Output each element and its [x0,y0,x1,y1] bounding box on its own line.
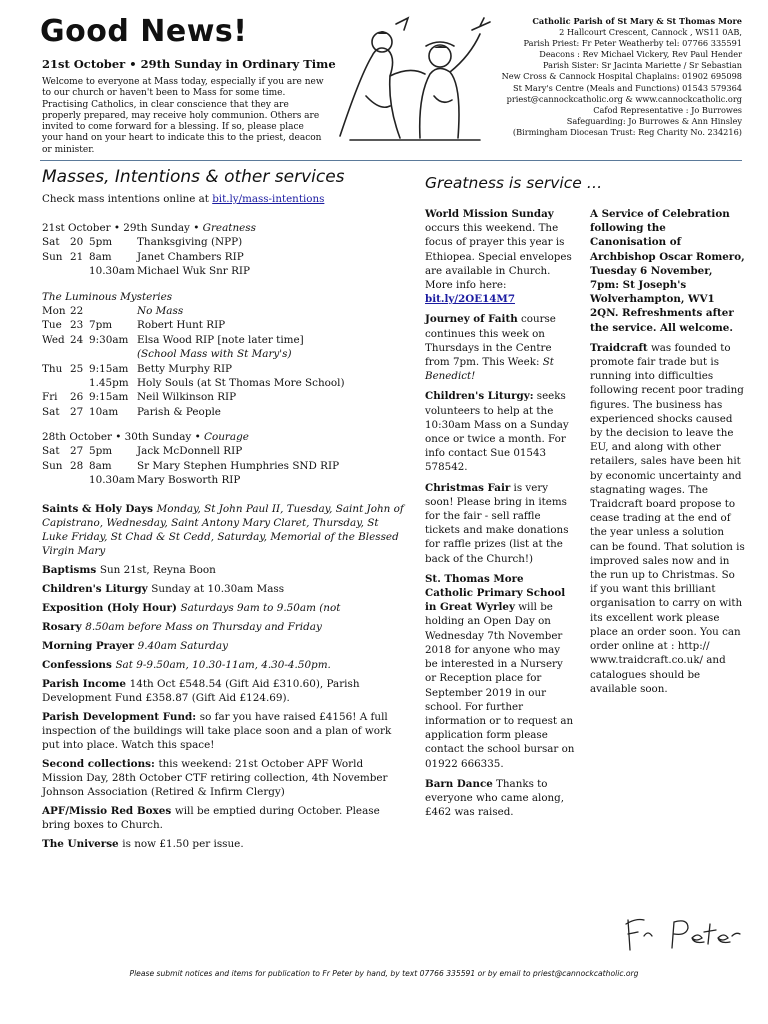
notice-text: Saturdays 9am to 9.50am (not [180,601,341,614]
mass-time: 9:30am [89,333,129,346]
notice-title: Children's Liturgy [42,582,152,595]
notice-item [42,757,404,799]
mass-date: 23 [70,319,84,332]
mass-schedule [42,221,404,856]
mass-day [42,347,70,361]
notice-item [42,677,404,705]
mass-row [42,333,404,347]
mass-intention: Robert Hunt RIP [137,319,226,332]
signature-image [622,910,742,954]
notice-text: so far you have raised £4156! A full inspection of the buildings will take place soon and a plan of work put into place. Watch this space! [42,710,392,751]
mass-date [70,264,89,278]
mass-row [42,390,404,404]
middle-column [425,207,575,825]
week1-list [42,235,404,278]
mass-intention: Betty Murphy RIP [137,362,233,375]
deacons: Deacons : Rev Michael Vickery, Rev Paul Hender [539,49,742,60]
notice-paragraph [425,572,575,771]
parish-contact-block [462,16,742,138]
notice-text: Sat 9-9.50am, 10.30-11am, 4.30-4.50pm. [115,658,331,671]
mass-row [42,304,404,318]
email-website[interactable]: priest@cannockcatholic.org & www.cannockcatholic.org [506,93,742,104]
mass-date: 27 [70,405,84,418]
mass-date: 27 [70,445,84,458]
mass-row [42,473,404,487]
centre-contact: St Mary's Centre (Meals and Functions) 01543 579364 [513,82,742,93]
paragraph-text: is very soon! Please bring in items for the fair - sell raffle tickets and make donations for raffle prizes (list at the back of the Church!) [425,481,569,565]
week2-date: 28th October • 30th Sunday • [42,431,205,444]
notice-item [42,620,404,634]
mass-time: 8am [89,459,112,472]
notice-text: 14th Oct £548.54 (Gift Aid £310.60), Parish Development Fund £358.87 (Gift Aid £124.69). [42,677,360,704]
mass-time: 10am [89,405,119,418]
mass-row [42,347,404,361]
notice-title: The Universe [42,837,123,850]
mass-row [42,444,404,458]
notice-text: Monday, St John Paul II, Tuesday, Saint John of Capistrano, Wednesday, Saint Antony Mary Claret, Thursday, St Luke Friday, St Chad & St Cedd, Saturday, Memorial of the Blessed Virgin Mary [42,502,404,557]
mass-date: 28 [70,459,84,472]
paragraph-emphasis: St Benedict! [425,356,554,383]
mass-day: Wed [42,333,65,346]
footer-notice: Please submit notices and items for publication to Fr Peter by hand, by text 07766 335591 or by email to priest@cannockcatholic.org [129,969,639,978]
mass-time: 8am [89,250,112,263]
mass-day [42,264,70,278]
paragraph-text: Thanks to everyone who came along, £462 was raised. [425,777,565,819]
notice-paragraph [590,341,745,696]
mass-intention: Jack McDonnell RIP [137,445,243,458]
notice-paragraph [425,777,575,820]
paragraph-text: course continues this week on Thursdays in the Centre from 7pm. This Week: [425,313,556,369]
notice-item [42,582,404,596]
mass-time: 7pm [89,319,113,332]
notice-text: Sun 21st, Reyna Boon [99,563,216,576]
notice-title: Rosary [42,620,86,633]
mass-date [70,376,89,390]
notices-list [42,502,404,851]
mass-day: Sat [42,405,60,418]
mass-time: 10.30am [89,265,135,278]
notice-title: Second collections: [42,757,159,770]
notice-paragraph [590,207,745,335]
parish-priest: Parish Priest: Fr Peter Weatherby tel: 07766 335591 [523,38,742,49]
mass-day: Sun [42,250,63,263]
paragraph-title: Journey of Faith [425,313,518,326]
mass-day: Sun [42,459,63,472]
safeguarding: Safeguarding: Jo Burrowes & Ann Hinsley [566,115,742,126]
notice-paragraph [425,312,575,383]
mass-day: Tue [42,319,62,332]
mass-intention: No Mass [137,304,184,317]
notice-item [42,639,404,653]
mass-day: Thu [42,362,63,375]
notice-item [42,658,404,672]
week1-theme: Greatness [202,222,256,234]
notice-title: Parish Income [42,677,130,690]
mass-date: 26 [70,391,84,404]
mass-intention: Mary Bosworth RIP [137,474,241,487]
notice-text: 9.40am Saturday [137,639,228,652]
mass-day [42,376,70,390]
masses-heading: Masses, Intentions & other services [42,167,345,187]
notice-paragraph [425,389,575,474]
paragraph-text: was founded to promote fair trade but is running into difficulties following recent poor trading figures. The business has experienced shocks caused by the decision to leave the EU, and along with other retailers, sales have been hit by economic uncertainty and stagnating wages. The Traidcraft board propose to cease trading at the end of the year unless a solution can be found. That solution is improved sales now and in the run up to Christmas. So if you want this brilliant organisation to carry on with its excellent work please place an order soon. You can order online at : http:// www.traidcraft.co.uk/ and catalogues should be available soon. [590,341,745,695]
notice-title: Exposition (Holy Hour) [42,601,181,614]
week1-heading [42,221,404,235]
notice-title: Parish Development Fund: [42,710,200,723]
notice-item [42,804,404,832]
week2-heading [42,430,404,444]
welcome-message: Welcome to everyone at Mass today, especially if you are new to our church or haven't been to Mass for some time. Practising Catholics, in clear conscience that they are properly prepared, may receive holy communion. Others are invited to come forward for a blessing. If so, please place your hand on your heart to indicate this to the priest, deacon or minister. [42,77,324,155]
mass-row [42,235,404,249]
header-divider [40,160,742,161]
newsletter-title: Good News! [40,14,248,49]
notice-text: is now £1.50 per issue. [122,837,244,850]
mass-row [42,318,404,332]
mass-date [70,347,89,361]
mass-day: Sat [42,236,60,249]
intentions-link[interactable]: bit.ly/mass-intentions [212,193,325,205]
notice-paragraph [425,481,575,566]
mass-day [42,473,70,487]
notice-item [42,837,404,851]
info-link[interactable]: bit.ly/2OE14M7 [425,293,515,306]
notice-text: Sunday at 10.30am Mass [151,582,285,595]
mass-intention: Parish & People [137,405,221,418]
mass-time [89,304,137,318]
mass-day: Mon [42,304,66,317]
mass-time: 10.30am [89,474,135,487]
mass-date: 20 [70,236,84,249]
notice-text: this weekend: 21st October APF World Mission Day, 28th October CTF retiring collection, 4th November Johnson Association (Retired & Infirm Clergy) [42,757,388,798]
week2-list [42,444,404,487]
mass-time: 5pm [89,445,113,458]
paragraph-title: World Mission Sunday [425,208,554,220]
paragraph-title: A Service of Celebration following the Canonisation of Archbishop Oscar Romero, Tuesday 6 November, 7pm: St Joseph's Wolverhampton, WV1 2QN. Refreshments after the service. All welcome. [590,208,745,334]
mass-intention: Holy Souls (at St Thomas More School) [137,376,345,389]
notice-title: Morning Prayer [42,639,138,652]
mass-row [42,405,404,419]
notice-title: Saints & Holy Days [42,502,157,515]
mass-date: 21 [70,250,84,263]
notice-item [42,601,404,615]
charity-number: (Birmingham Diocesan Trust: Reg Charity No. 234216) [512,126,742,137]
notice-title: APF/Missio Red Boxes [42,804,175,817]
mass-intention: (School Mass with St Mary's) [137,348,292,361]
notice-title: Baptisms [42,563,100,576]
parish-address: 2 Hallcourt Crescent, Cannock , WS11 0AB, [559,27,742,38]
paragraph-title: Barn Dance [425,777,493,790]
mysteries-label: The Luminous Mysteries [42,290,173,303]
mass-date: 24 [70,333,84,346]
notice-title: Confessions [42,658,116,671]
mass-day: Sat [42,445,60,458]
notice-text: will be emptied during October. Please bring boxes to Church. [42,804,380,831]
mass-day: Fri [42,391,58,404]
notice-item [42,502,404,558]
greatness-heading: Greatness is service … [425,174,603,192]
parish-sister: Parish Sister: Sr Jacinta Mariette / Sr Sebastian [542,60,742,71]
mass-row [42,376,404,390]
mass-time: 5pm [89,236,113,249]
mass-time: 9:15am [89,391,129,404]
week1-date: 21st October • 29th Sunday • [42,222,203,234]
check-intentions-line [42,193,324,205]
mass-intention: Janet Chambers RIP [137,250,244,263]
hospital-chaplains: New Cross & Cannock Hospital Chaplains: 01902 695098 [501,71,742,82]
mass-date [70,473,89,487]
mass-row [42,264,404,278]
paragraph-text: will be holding an Open Day on Wednesday 7th November 2018 for anyone who may be interested in a Nursery or Reception place for September 2019 in our school. For further information or to request an application form please contact the school bursar on 01922 666335. [425,601,575,770]
mass-intention: Sr Mary Stephen Humphries SND RIP [137,459,340,472]
notice-item [42,710,404,752]
check-intentions-text: Check mass intentions online at [42,193,213,205]
paragraph-title: Traidcraft [590,341,648,354]
parish-name: Catholic Parish of St Mary & St Thomas More [532,16,742,26]
notice-item [42,563,404,577]
mass-intention: Elsa Wood RIP [note later time] [137,333,304,346]
issue-date: 21st October • 29th Sunday in Ordinary Time [42,57,336,71]
mass-intention: Neil Wilkinson RIP [137,391,237,404]
right-column [590,207,745,702]
mass-time: 1.45pm [89,376,129,389]
mass-date: 22 [70,304,84,317]
mass-row [42,459,404,473]
mass-row [42,250,404,264]
paragraph-text: occurs this weekend. The focus of prayer this year is Ethiopea. Special envelopes are available in Church. More info here: [425,222,572,292]
mass-time: 9:15am [89,362,129,375]
mass-intention: Michael Wuk Snr RIP [137,265,250,278]
paragraph-title: Christmas Fair [425,481,511,494]
paragraph-title: Children's Liturgy: [425,390,534,403]
cafod-rep: Cafod Representative : Jo Burrowes [593,104,742,115]
mass-row [42,362,404,376]
paragraph-title: St. Thomas More Catholic Primary School in Great Wyrley [425,572,566,614]
notice-text: 8.50am before Mass on Thursday and Friday [85,620,322,633]
week2-theme: Courage [204,431,249,444]
weekday-list [42,304,404,419]
mass-time [89,347,137,361]
paragraph-text: seeks volunteers to help at the 10:30am Mass on a Sunday once or twice a month. For info contact Sue 01543 578542. [425,390,569,474]
mass-date: 25 [70,362,84,375]
mass-intention: Thanksgiving (NPP) [137,236,243,249]
notice-paragraph [425,207,575,306]
